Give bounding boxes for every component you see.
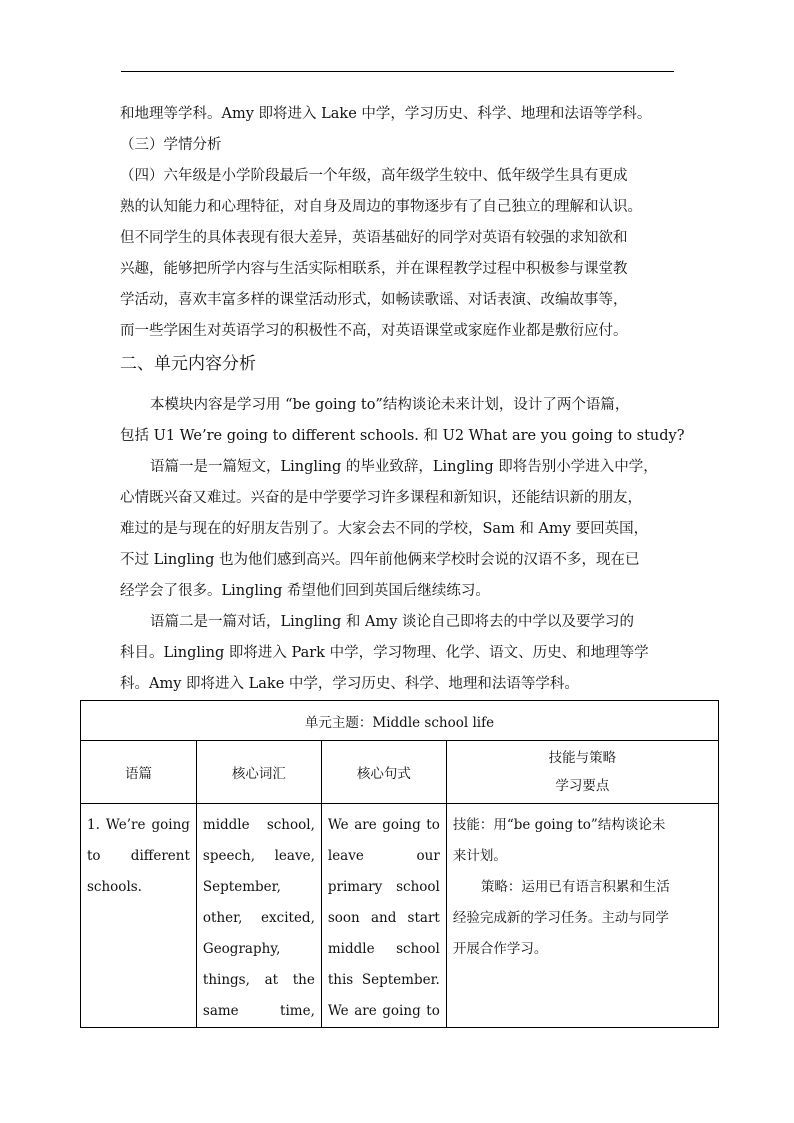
text-line: 难过的是与现在的好朋友告别了。大家会去不同的学校，Sam 和 Amy 要回英国， (120, 521, 649, 537)
cell-line: 1. We’re going (87, 817, 190, 833)
text-line: 语篇一是一篇短文，Lingling 的毕业致辞，Lingling 即将告别小学进入中学， (150, 459, 658, 475)
header-skills (446, 741, 718, 804)
text-line: 科。Amy 即将进入 Lake 中学，学习历史、科学、地理和法语等学科。 (120, 676, 579, 692)
text-line: 熟的认知能力和心理特征，对自身及周边的事物逐步有了自己独立的理解和认识。 (120, 199, 642, 215)
unit-table (80, 700, 719, 1028)
cell-line: speech, leave, (202, 848, 315, 864)
cell-line: this September. (327, 972, 440, 988)
text-line: 科目。Lingling 即将进入 Park 中学，学习物理、化学、语文、历史、和地理等学 (120, 645, 649, 661)
cell-line: schools. (87, 879, 142, 895)
text-line: （四）六年级是小学阶段最后一个年级，高年级学生较中、低年级学生具有更成 (120, 168, 628, 184)
text-line: 不过 Lingling 也为他们感到高兴。四年前他俩来学校时会说的汉语不多，现在已 (120, 552, 640, 568)
cell-line: things, at the (202, 972, 315, 988)
text-line: 心情既兴奋又难过。兴奋的是中学要学习许多课程和新知识，还能结识新的朋友， (120, 490, 642, 506)
cell-line: other, excited, (202, 910, 315, 926)
cell-line: to different (87, 848, 190, 864)
cell-text (81, 804, 197, 1028)
header-rule (121, 71, 674, 72)
cell-line: 策略：运用已有语言积累和生活 (480, 879, 670, 895)
analysis-paragraph (120, 390, 685, 700)
text-line: 学活动，喜欢丰富多样的课堂活动形式，如畅读歌谣、对话表演、改编故事等， (120, 292, 628, 308)
cell-line: September, (202, 879, 281, 895)
cell-line: middle school, (202, 817, 315, 833)
text-line: （三）学情分析 (120, 137, 222, 153)
header-skills-line1: 技能与策略 (548, 750, 617, 766)
text-line: 和地理等学科。Amy 即将进入 Lake 中学，学习历史、科学、地理和法语等学科。 (120, 106, 652, 122)
cell-line: 技能：用“be going to”结构谈论未 (452, 817, 666, 833)
cell-line: 经验完成新的学习任务。主动与同学 (452, 910, 669, 926)
header-text: 语篇 (81, 741, 197, 804)
cell-line: primary school (327, 879, 440, 895)
cell-line: 来计划。 (452, 848, 507, 864)
cell-line: same time, (202, 1003, 315, 1019)
cell-line: middle school (327, 941, 440, 957)
header-sentences: 核心句式 (321, 741, 446, 804)
text-line: 但不同学生的具体表现有很大差异，英语基础好的同学对英语有较强的求知欲和 (120, 230, 628, 246)
table-title: 单元主题：Middle school life (81, 701, 719, 741)
text-line: 语篇二是一篇对话，Lingling 和 Amy 谈论自己即将去的中学以及要学习的 (150, 614, 635, 630)
text-line: 而一些学困生对英语学习的积极性不高，对英语课堂或家庭作业都是敷衍应付。 (120, 323, 628, 339)
cell-sentences (321, 804, 446, 1028)
section-heading: 二、单元内容分析 (120, 354, 256, 374)
text-line: 兴趣，能够把所学内容与生活实际相联系，并在课程教学过程中积极参与课堂教 (120, 261, 628, 277)
text-line: 经学会了很多。Lingling 希望他们回到英国后继续练习。 (120, 583, 490, 599)
cell-line: soon and start (327, 910, 440, 926)
cell-line: 开展合作学习。 (452, 941, 548, 957)
cell-line: We are going to (327, 817, 440, 833)
header-skills-line2: 学习要点 (555, 778, 610, 794)
cell-skills (446, 804, 718, 1028)
cell-line: leave our (327, 848, 440, 864)
cell-line: We are going to (327, 1003, 440, 1019)
text-line: 本模块内容是学习用 “be going to”结构谈论未来计划，设计了两个语篇， (150, 397, 630, 413)
table-row (81, 804, 719, 1028)
text-line: 包括 U1 We’re going to different schools. 和 U2 What are you going to study? (120, 428, 685, 444)
cell-line: Geography, (202, 941, 281, 957)
intro-paragraph (120, 99, 680, 347)
header-vocab: 核心词汇 (196, 741, 321, 804)
cell-vocab (196, 804, 321, 1028)
